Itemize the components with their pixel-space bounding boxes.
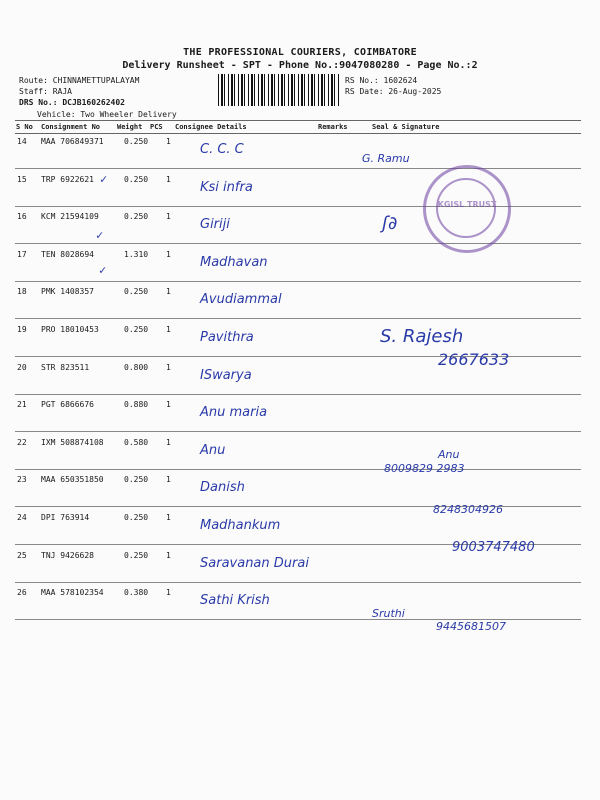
col-sno: S No [16,123,33,131]
phone-6: 9445681507 [436,620,506,633]
row-weight: 0.250 [124,137,149,146]
rs-no: RS No.: 1602624 [345,76,418,85]
row-weight: 0.380 [124,588,149,598]
phone-5: 9003747480 [452,540,535,555]
col-weight: Weight [117,123,143,131]
staff-label: Staff: RAJA [19,87,72,96]
row-sno: 17 [17,249,27,259]
row-sno: 19 [17,325,27,334]
row-consignee: Pavithra [200,330,254,345]
tick-icon: ✓ [99,263,107,277]
row-consignment: MAA 706849371 [41,137,104,146]
stamp-text: KGISL TRUST [437,200,497,209]
row-consignment: STR 823511 [41,362,90,372]
row-sno: 26 [17,588,27,598]
row-pcs: 1 [166,362,171,372]
row-pcs: 1 [166,249,171,259]
row-consignee: Giriji [200,217,230,233]
row-divider [15,431,581,432]
row-pcs: 1 [166,588,171,598]
row-sno: 22 [17,437,27,447]
row-consignee: Danish [200,480,245,496]
row-consignment: PGT 6866676 [41,400,94,410]
row-consignment: MAA 650351850 [41,475,104,485]
divider [15,120,581,121]
row-weight: 0.250 [124,212,149,222]
row-pcs: 1 [166,137,171,146]
row-consignee: Anu maria [200,405,268,421]
row-consignment: PRO 18010453 [41,325,99,334]
tick-icon: ✓ [96,228,104,242]
row-divider [15,318,581,319]
row-consignee: ISwarya [200,367,252,383]
row-consignment: TEN 8028694 [41,249,94,259]
row-pcs: 1 [166,437,171,447]
row-consignee: Madhankum [200,518,281,533]
drs-label: DRS No.: DCJB160262402 [19,98,125,107]
row-weight: 0.880 [124,400,149,410]
row-weight: 0.250 [124,325,149,334]
row-consignment: TRP 6922621 [41,174,94,184]
col-pcs: PCS [150,123,163,131]
row-weight: 0.250 [124,287,149,297]
anu-label: Anu [438,448,460,461]
row-sno: 14 [17,137,27,146]
row-divider [15,281,581,282]
row-pcs: 1 [166,325,171,334]
row-sno: 16 [17,212,27,222]
row-divider [15,582,581,583]
signature-2: S. Rajesh [380,326,464,347]
row-consignment: DPI 763914 [41,513,90,522]
row-consignee: Sathi Krish [200,593,270,609]
row-sno: 21 [17,400,27,410]
row-consignee: C. C. C [200,142,244,157]
row-pcs: 1 [166,513,171,522]
row-weight: 0.250 [124,513,149,522]
phone-2: 2667633 [438,350,510,369]
row-divider [15,243,581,244]
signature-1: G. Ramu [362,152,410,165]
rs-date: RS Date: 26-Aug-2025 [345,87,442,96]
col-consignee: Consignee Details [175,123,247,131]
row-weight: 0.250 [124,550,149,560]
row-weight: 0.250 [124,475,149,485]
col-consignment: Consignment No [41,123,101,131]
row-sno: 24 [17,513,27,522]
row-divider [15,168,581,169]
phone-4: 8248304926 [433,503,503,516]
row-consignment: PMK 1408357 [41,287,94,297]
row-consignee: Madhavan [200,254,268,270]
row-consignment: IXM 508874108 [41,437,104,447]
row-sno: 20 [17,362,27,372]
row-sno: 25 [17,550,27,560]
vehicle-label: Vehicle: Two Wheeler Delivery [37,110,177,119]
row-weight: 0.250 [124,174,149,184]
col-seal: Seal & Signature [372,123,440,131]
signature-scribble: ʃ∂ [382,213,398,234]
row-weight: 0.800 [124,362,149,372]
row-pcs: 1 [166,174,171,184]
signature-6: Sruthi [372,607,405,620]
row-pcs: 1 [166,287,171,297]
row-consignee: Saravanan Durai [200,555,309,571]
phone-3: 8009829 2983 [384,462,465,475]
row-consignee: Anu [200,442,226,458]
row-consignment: MAA 578102354 [41,588,104,598]
row-divider [15,469,581,470]
row-sno: 18 [17,287,27,297]
row-consignment: KCM 21594109 [41,212,99,222]
row-consignee: Ksi infra [200,179,253,195]
row-divider [15,394,581,395]
row-pcs: 1 [166,212,171,222]
row-pcs: 1 [166,550,171,560]
row-consignment: TNJ 9426628 [41,550,94,560]
barcode [218,74,340,106]
divider [15,133,581,134]
row-pcs: 1 [166,400,171,410]
col-remarks: Remarks [318,123,348,131]
kgisl-stamp-icon [423,165,511,253]
row-pcs: 1 [166,475,171,485]
runsheet-title: Delivery Runsheet - SPT - Phone No.:9047080280 - Page No.:2 [122,60,478,71]
row-sno: 15 [17,174,27,184]
row-weight: 0.580 [124,437,149,447]
company-title: THE PROFESSIONAL COURIERS, COIMBATORE [183,47,417,58]
row-sno: 23 [17,475,27,485]
tick-icon: ✓ [100,172,108,186]
route-label: Route: CHINNAMETTUPALAYAM [19,76,140,85]
row-weight: 1.310 [124,249,149,259]
row-consignee: Avudiammal [200,292,282,308]
